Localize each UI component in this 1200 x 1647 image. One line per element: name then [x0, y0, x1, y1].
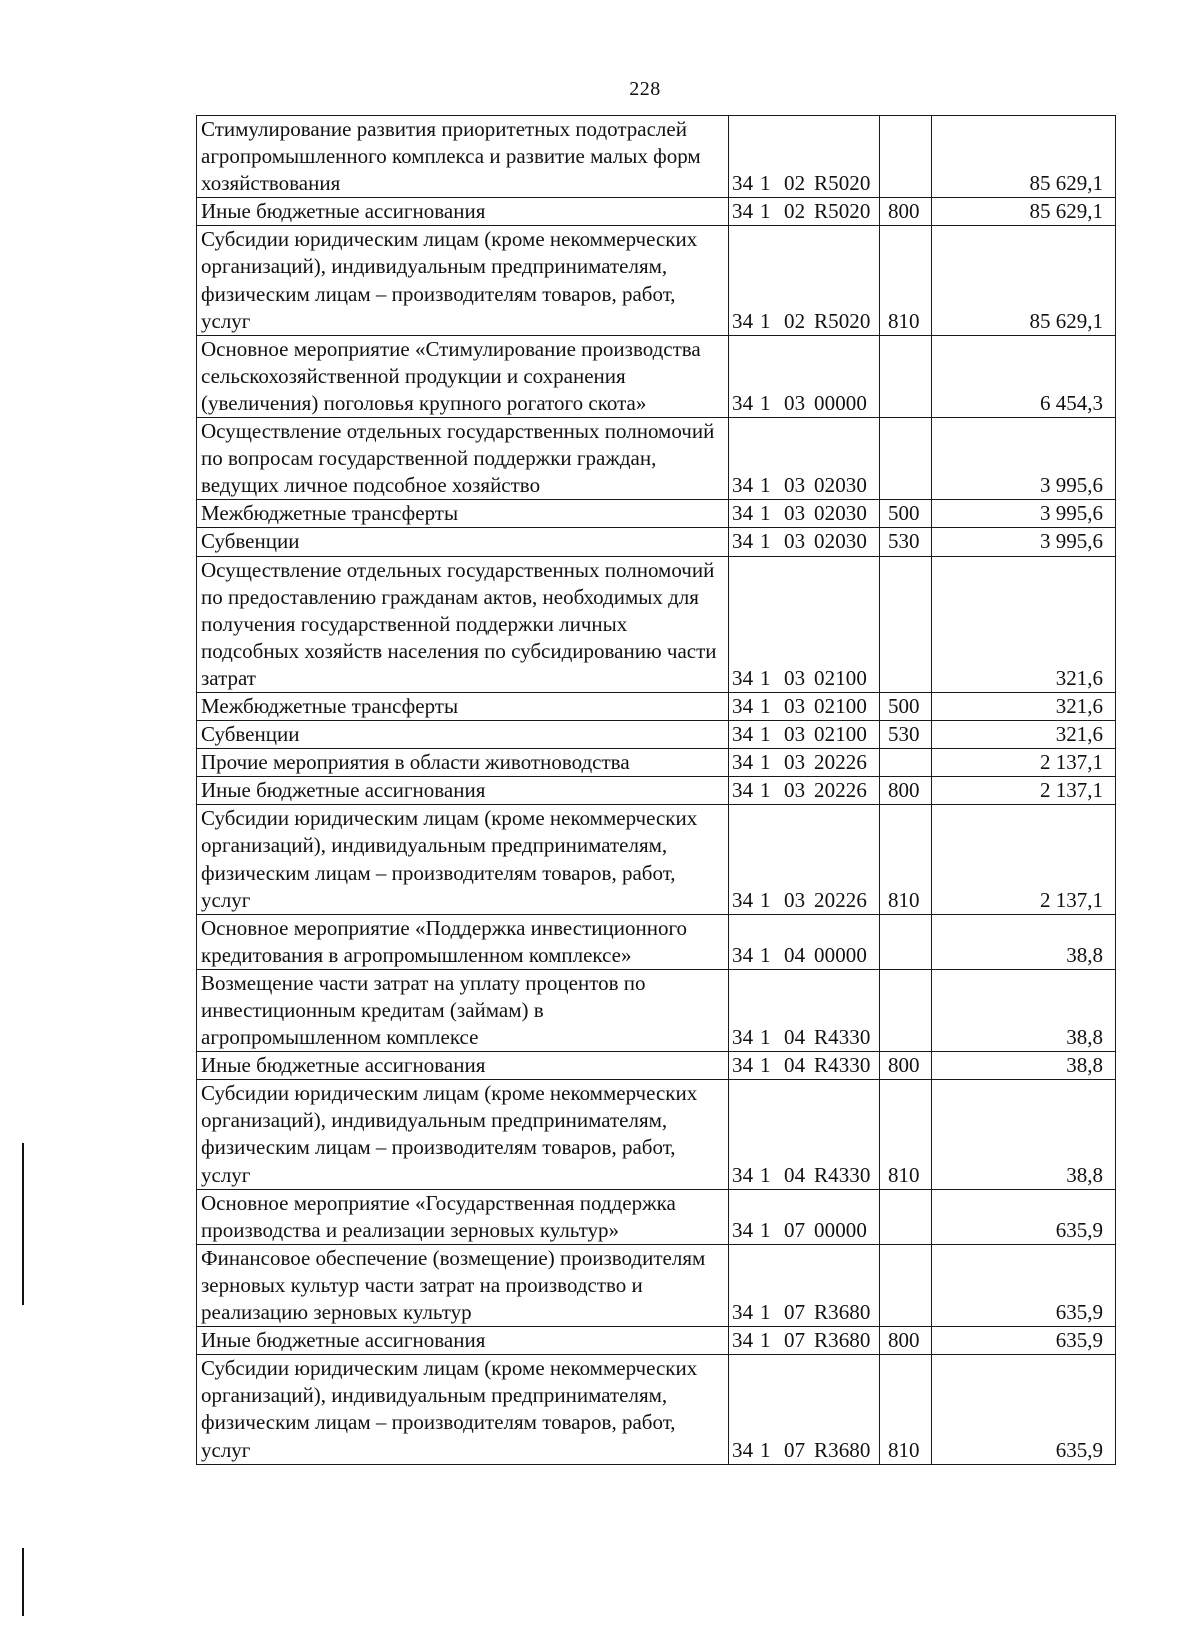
amount-cell: 3 995,6 — [932, 528, 1116, 556]
expense-name-cell: Стимулирование развития приоритетных подотраслей агропромышленного комплекса и развитие малых форм хозяйствования — [197, 116, 729, 198]
expense-direction-code: R3680 — [814, 1328, 871, 1353]
expense-direction-code: 02100 — [814, 722, 867, 747]
subprogram-code: 1 — [760, 722, 771, 747]
amount-cell: 85 629,1 — [932, 116, 1116, 198]
expense-type-cell — [880, 335, 932, 417]
expense-direction-code: R4330 — [814, 1162, 871, 1187]
target-article-code-cell — [729, 749, 880, 777]
amount-cell: 38,8 — [932, 914, 1116, 969]
main-event-code: 03 — [784, 473, 806, 498]
program-code: 34 — [732, 529, 754, 554]
amount-cell: 38,8 — [932, 969, 1116, 1051]
amount-cell: 2 137,1 — [932, 777, 1116, 805]
table-row — [197, 500, 1116, 528]
main-event-code: 03 — [784, 665, 806, 690]
amount-cell: 635,9 — [932, 1355, 1116, 1464]
table-row — [197, 1052, 1116, 1080]
expense-type-cell: 800 — [880, 198, 932, 226]
expense-type-cell: 810 — [880, 226, 932, 335]
table-row — [197, 969, 1116, 1051]
subprogram-code: 1 — [760, 942, 771, 967]
expense-name-cell: Субсидии юридическим лицам (кроме некоммерческих организаций), индивидуальным предпринимателям, физическим лицам – производителям товаров, работ, услуг — [197, 1080, 729, 1189]
target-article-code-cell — [729, 777, 880, 805]
subprogram-code: 1 — [760, 1025, 771, 1050]
expense-direction-code: 02100 — [814, 665, 867, 690]
program-code: 34 — [732, 887, 754, 912]
program-code: 34 — [732, 1162, 754, 1187]
program-code: 34 — [732, 665, 754, 690]
target-article-code-cell — [729, 198, 880, 226]
expense-direction-code: R3680 — [814, 1437, 871, 1462]
subprogram-code: 1 — [760, 529, 771, 554]
subprogram-code: 1 — [760, 1162, 771, 1187]
table-row — [197, 226, 1116, 335]
table-row — [197, 1080, 1116, 1189]
subprogram-code: 1 — [760, 501, 771, 526]
table-row — [197, 721, 1116, 749]
expense-name-cell: Межбюджетные трансферты — [197, 692, 729, 720]
target-article-code-cell — [729, 1244, 880, 1326]
expense-direction-code: R5020 — [814, 171, 871, 196]
program-code: 34 — [732, 199, 754, 224]
expense-direction-code: R4330 — [814, 1025, 871, 1050]
amount-cell: 3 995,6 — [932, 418, 1116, 500]
expense-name-cell: Осуществление отдельных государственных полномочий по предоставлению гражданам актов, необходимых для получения государственной поддержки личных подсобных хозяйств населения по субсидированию части затрат — [197, 556, 729, 692]
expense-name-cell: Субсидии юридическим лицам (кроме некоммерческих организаций), индивидуальным предпринимателям, физическим лицам – производителям товаров, работ, услуг — [197, 226, 729, 335]
table-row — [197, 335, 1116, 417]
expense-type-cell: 810 — [880, 1080, 932, 1189]
expense-name-cell: Иные бюджетные ассигнования — [197, 777, 729, 805]
main-event-code: 07 — [784, 1300, 806, 1325]
expense-name-cell: Межбюджетные трансферты — [197, 500, 729, 528]
target-article-code-cell — [729, 805, 880, 914]
table-row — [197, 805, 1116, 914]
expense-direction-code: R4330 — [814, 1053, 871, 1078]
expense-name-cell: Осуществление отдельных государственных полномочий по вопросам государственной поддержки граждан, ведущих личное подсобное хозяйство — [197, 418, 729, 500]
main-event-code: 02 — [784, 308, 806, 333]
target-article-code-cell — [729, 1327, 880, 1355]
expense-type-cell: 530 — [880, 528, 932, 556]
expense-type-cell — [880, 1189, 932, 1244]
expense-type-cell — [880, 1244, 932, 1326]
amount-cell: 635,9 — [932, 1327, 1116, 1355]
target-article-code-cell — [729, 969, 880, 1051]
expense-type-cell: 800 — [880, 1052, 932, 1080]
subprogram-code: 1 — [760, 887, 771, 912]
program-code: 34 — [732, 171, 754, 196]
target-article-code-cell — [729, 500, 880, 528]
expense-type-cell — [880, 116, 932, 198]
main-event-code: 03 — [784, 693, 806, 718]
expense-direction-code: 02100 — [814, 693, 867, 718]
expense-type-cell — [880, 914, 932, 969]
program-code: 34 — [732, 473, 754, 498]
program-code: 34 — [732, 1328, 754, 1353]
subprogram-code: 1 — [760, 665, 771, 690]
expense-name-cell: Субсидии юридическим лицам (кроме некоммерческих организаций), индивидуальным предпринимателям, физическим лицам – производителям товаров, работ, услуг — [197, 805, 729, 914]
program-code: 34 — [732, 390, 754, 415]
subprogram-code: 1 — [760, 1328, 771, 1353]
expense-name-cell: Субвенции — [197, 528, 729, 556]
table-row — [197, 1244, 1116, 1326]
expense-name-cell: Субвенции — [197, 721, 729, 749]
target-article-code-cell — [729, 1080, 880, 1189]
amount-cell: 6 454,3 — [932, 335, 1116, 417]
subprogram-code: 1 — [760, 778, 771, 803]
target-article-code-cell — [729, 116, 880, 198]
program-code: 34 — [732, 1437, 754, 1462]
subprogram-code: 1 — [760, 1300, 771, 1325]
expense-type-cell — [880, 749, 932, 777]
main-event-code: 02 — [784, 171, 806, 196]
expense-direction-code: 02030 — [814, 529, 867, 554]
target-article-code-cell — [729, 556, 880, 692]
expense-direction-code: 02030 — [814, 473, 867, 498]
expense-type-cell: 500 — [880, 692, 932, 720]
program-code: 34 — [732, 1025, 754, 1050]
main-event-code: 03 — [784, 778, 806, 803]
expense-direction-code: 20226 — [814, 887, 867, 912]
subprogram-code: 1 — [760, 308, 771, 333]
main-event-code: 03 — [784, 529, 806, 554]
expense-name-cell: Прочие мероприятия в области животноводства — [197, 749, 729, 777]
table-row — [197, 418, 1116, 500]
expense-type-cell: 800 — [880, 1327, 932, 1355]
subprogram-code: 1 — [760, 1437, 771, 1462]
program-code: 34 — [732, 501, 754, 526]
main-event-code: 02 — [784, 199, 806, 224]
page-number: 228 — [629, 78, 661, 100]
expense-name-cell: Основное мероприятие «Государственная поддержка производства и реализации зерновых культур» — [197, 1189, 729, 1244]
amount-cell: 38,8 — [932, 1080, 1116, 1189]
main-event-code: 07 — [784, 1437, 806, 1462]
main-event-code: 03 — [784, 750, 806, 775]
amount-cell: 321,6 — [932, 721, 1116, 749]
table-row — [197, 1327, 1116, 1355]
target-article-code-cell — [729, 914, 880, 969]
subprogram-code: 1 — [760, 1053, 771, 1078]
subprogram-code: 1 — [760, 1217, 771, 1242]
program-code: 34 — [732, 308, 754, 333]
target-article-code-cell — [729, 1052, 880, 1080]
expense-name-cell: Основное мероприятие «Стимулирование производства сельскохозяйственной продукции и сохранения (увеличения) поголовья крупного рогатого скота» — [197, 335, 729, 417]
binding-mark-lower — [22, 1548, 24, 1616]
main-event-code: 07 — [784, 1217, 806, 1242]
target-article-code-cell — [729, 1355, 880, 1464]
subprogram-code: 1 — [760, 750, 771, 775]
expense-name-cell: Иные бюджетные ассигнования — [197, 1052, 729, 1080]
amount-cell: 321,6 — [932, 556, 1116, 692]
amount-cell: 38,8 — [932, 1052, 1116, 1080]
program-code: 34 — [732, 1300, 754, 1325]
expense-name-cell: Иные бюджетные ассигнования — [197, 1327, 729, 1355]
expense-name-cell: Возмещение части затрат на уплату процентов по инвестиционным кредитам (займам) в агропромышленном комплексе — [197, 969, 729, 1051]
main-event-code: 03 — [784, 887, 806, 912]
main-event-code: 03 — [784, 390, 806, 415]
expense-direction-code: 00000 — [814, 1217, 867, 1242]
table-row — [197, 749, 1116, 777]
main-event-code: 03 — [784, 501, 806, 526]
expense-direction-code: R5020 — [814, 199, 871, 224]
subprogram-code: 1 — [760, 473, 771, 498]
table-row — [197, 692, 1116, 720]
expense-name-cell: Субсидии юридическим лицам (кроме некоммерческих организаций), индивидуальным предпринимателям, физическим лицам – производителям товаров, работ, услуг — [197, 1355, 729, 1464]
expense-name-cell: Финансовое обеспечение (возмещение) производителям зерновых культур части затрат на производство и реализацию зерновых культур — [197, 1244, 729, 1326]
main-event-code: 03 — [784, 722, 806, 747]
amount-cell: 3 995,6 — [932, 500, 1116, 528]
binding-mark-upper — [22, 1143, 24, 1305]
expense-type-cell: 500 — [880, 500, 932, 528]
target-article-code-cell — [729, 528, 880, 556]
expense-name-cell: Иные бюджетные ассигнования — [197, 198, 729, 226]
main-event-code: 04 — [784, 1162, 806, 1187]
expense-type-cell: 530 — [880, 721, 932, 749]
amount-cell: 85 629,1 — [932, 198, 1116, 226]
program-code: 34 — [732, 942, 754, 967]
amount-cell: 635,9 — [932, 1189, 1116, 1244]
amount-cell: 2 137,1 — [932, 749, 1116, 777]
budget-table — [196, 115, 1116, 1465]
program-code: 34 — [732, 693, 754, 718]
expense-type-cell — [880, 556, 932, 692]
expense-type-cell: 810 — [880, 1355, 932, 1464]
target-article-code-cell — [729, 1189, 880, 1244]
subprogram-code: 1 — [760, 693, 771, 718]
target-article-code-cell — [729, 418, 880, 500]
subprogram-code: 1 — [760, 199, 771, 224]
expense-type-cell: 800 — [880, 777, 932, 805]
budget-table-body — [197, 116, 1116, 1465]
expense-direction-code: 00000 — [814, 390, 867, 415]
table-row — [197, 1355, 1116, 1464]
expense-type-cell — [880, 969, 932, 1051]
main-event-code: 04 — [784, 942, 806, 967]
expense-type-cell: 810 — [880, 805, 932, 914]
program-code: 34 — [732, 1217, 754, 1242]
target-article-code-cell — [729, 721, 880, 749]
program-code: 34 — [732, 750, 754, 775]
subprogram-code: 1 — [760, 171, 771, 196]
table-row — [197, 198, 1116, 226]
table-row — [197, 528, 1116, 556]
expense-direction-code: 20226 — [814, 778, 867, 803]
expense-direction-code: 20226 — [814, 750, 867, 775]
table-row — [197, 914, 1116, 969]
amount-cell: 321,6 — [932, 692, 1116, 720]
table-row — [197, 556, 1116, 692]
main-event-code: 04 — [784, 1053, 806, 1078]
table-row — [197, 116, 1116, 198]
program-code: 34 — [732, 1053, 754, 1078]
expense-direction-code: R3680 — [814, 1300, 871, 1325]
table-row — [197, 777, 1116, 805]
target-article-code-cell — [729, 335, 880, 417]
amount-cell: 85 629,1 — [932, 226, 1116, 335]
program-code: 34 — [732, 778, 754, 803]
table-row — [197, 1189, 1116, 1244]
expense-direction-code: 00000 — [814, 942, 867, 967]
expense-name-cell: Основное мероприятие «Поддержка инвестиционного кредитования в агропромышленном комплексе» — [197, 914, 729, 969]
amount-cell: 635,9 — [932, 1244, 1116, 1326]
main-event-code: 04 — [784, 1025, 806, 1050]
expense-direction-code: 02030 — [814, 501, 867, 526]
amount-cell: 2 137,1 — [932, 805, 1116, 914]
program-code: 34 — [732, 722, 754, 747]
expense-type-cell — [880, 418, 932, 500]
main-event-code: 07 — [784, 1328, 806, 1353]
subprogram-code: 1 — [760, 390, 771, 415]
expense-direction-code: R5020 — [814, 308, 871, 333]
target-article-code-cell — [729, 226, 880, 335]
target-article-code-cell — [729, 692, 880, 720]
